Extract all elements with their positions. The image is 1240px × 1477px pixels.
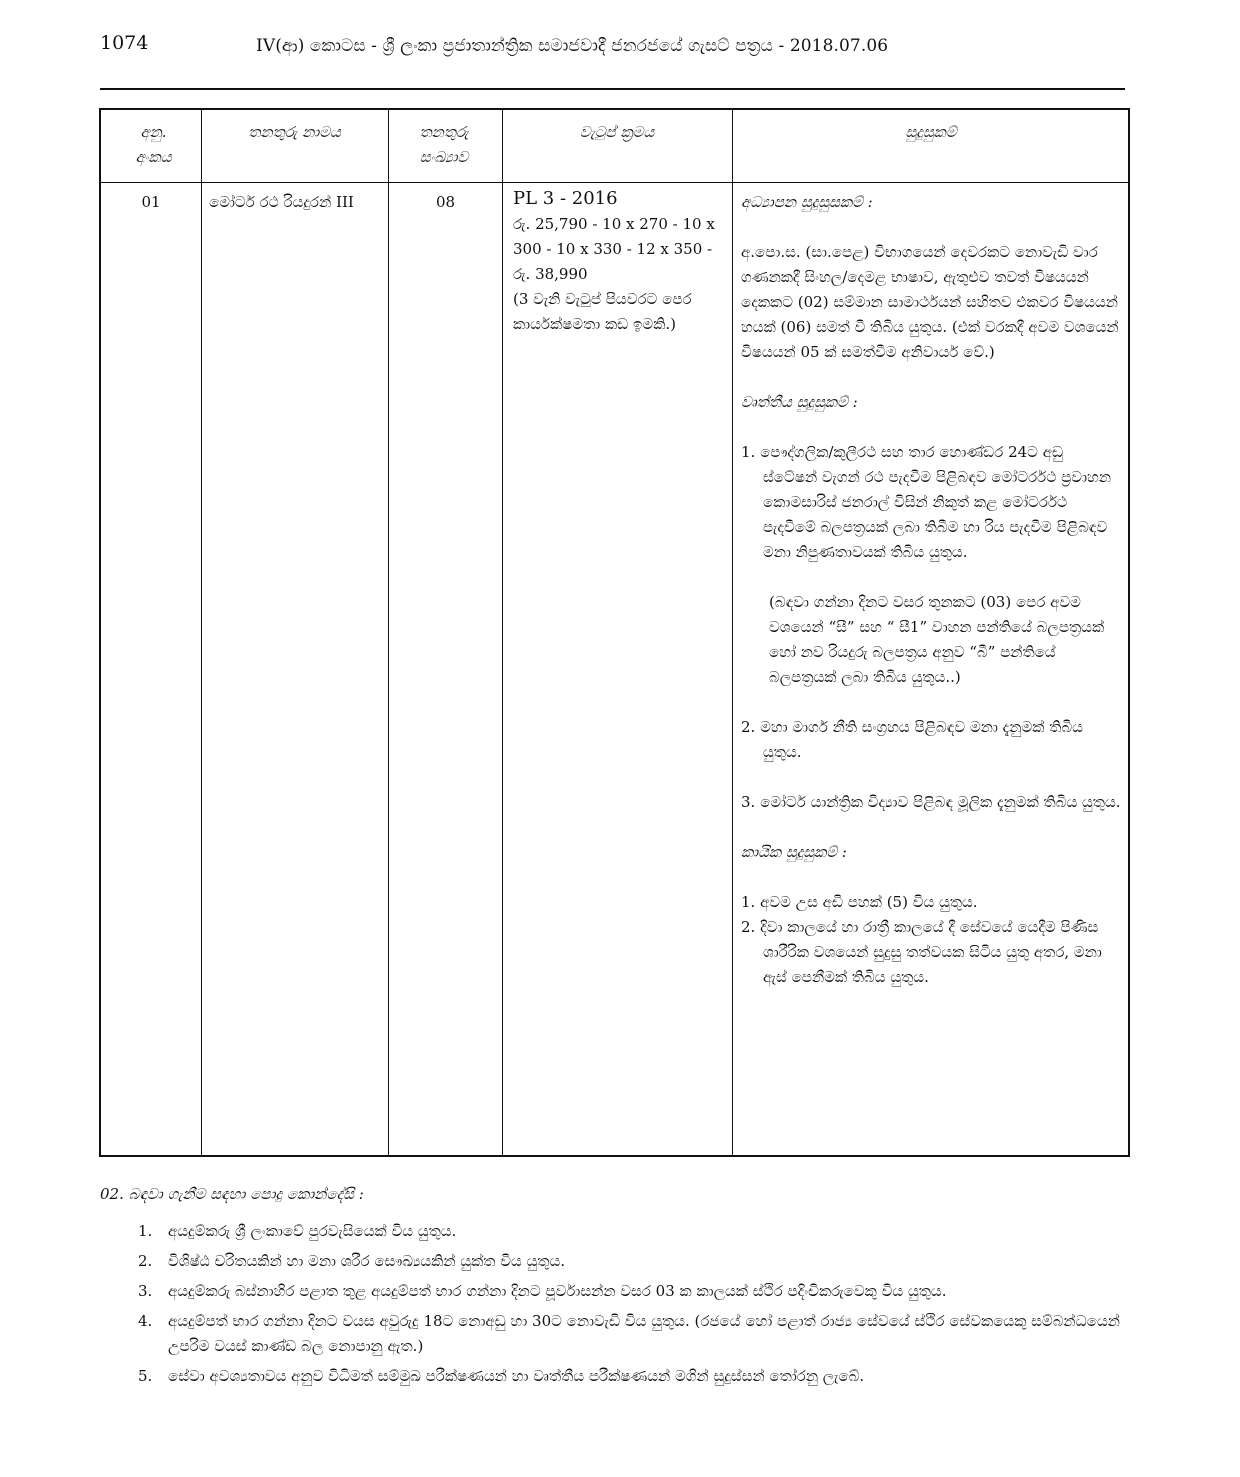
condition-number: 3.	[138, 1282, 153, 1300]
cell-post-count: 08	[435, 193, 456, 211]
education-text: අ.පො.ස. (සා.පෙළ) විභාගයෙන් දෙවරකට නොවැඩි වාර ගණනකදී සිංහල/දෙමළ භාෂාව, ඇතුළුව තවත් විෂයයන් දෙකකට (02) සම්මාන සාමාර්ථයන් සහිතව එකවර විෂයයන් හයක් (06) සමත් වී තිබිය යුතුය. (එක් වරකදී අවම වශයෙන් විෂයයන් 05 ක් සමත්වීම අනිවාර්ය වේ.)	[741, 243, 1119, 361]
condition-text: අයදුම්කරු ශ්‍රී ලංකාවේ පුරවැසියෙක් විය යුතුය.	[168, 1222, 457, 1240]
condition-item	[100, 1279, 1128, 1304]
condition-text: අයදුම්කරු බස්නාහිර පළාත තුළ අයදුම්පත් භාර ගන්නා දිනට පූර්වාසන්න වසර 03 ක කාලයක් ස්ථිර පදිංචිකරුවෙකු විය යුතුය.	[168, 1282, 947, 1300]
vacancy-table	[99, 108, 1130, 1157]
condition-item	[100, 1364, 1128, 1389]
header-qualifications: සුදුසුකම්	[905, 123, 957, 141]
header-divider	[101, 182, 1128, 183]
general-conditions	[100, 1182, 1128, 1394]
condition-number: 4.	[138, 1312, 153, 1330]
professional-item-2: 2. මහා මාර්ග නීති සංග්‍රහය පිළිබඳව මනා දැනුමක් තිබිය යුතුය.	[741, 718, 1083, 761]
header-post-name: තනතුරු නාමය	[248, 123, 341, 141]
professional-item-1-note: (බඳවා ගන්නා දිනට වසර තුනකට (03) පෙර අවම වශයෙන් “සී” සහ “ සී1” වාහන පන්තියේ බලපත්‍රයක් හෝ නව රියදුරු බලපත්‍රය අනුව “බී” පන්තියේ බලපත්‍රයක් ලබා තිබිය යුතුය..)	[769, 593, 1105, 686]
salary-code: PL 3 - 2016	[513, 188, 618, 209]
professional-item-1: 1. පෞද්ගලික/කුලීරථ සහ තාර හොණ්ඩර 24ට අඩු ස්ටේෂන් වැගන් රථ පැදවීම පිළිබඳව මෝටර්රථ ප්‍රවාහන කොමසාරිස් ජනරාල් විසින් නිකුත් කළ මෝටර්රථ පැදවීමේ බලපත්‍රයක් ලබා තිබීම හා රිය පැදවීම පිළිබඳව මනා නිපුණතාවයක් තිබිය යුතුය.	[741, 443, 1112, 561]
gazette-header: IV(ආ) කොටස - ශ්‍රී ලංකා ප්‍රජාතාන්ත්‍රික සමාජවාදී ජනරජයේ ගැසට් පත්‍රය - 2018.07.06	[256, 36, 889, 56]
condition-number: 1.	[138, 1222, 153, 1240]
condition-text: සේවා අවශ්‍යතාවය අනුව විධිමත් සම්මුඛ පරීක්ෂණයන් හා වෘත්තීය පරීක්ෂණයන් මගින් සුදුස්සන් තෝරනු ලැබේ.	[168, 1367, 865, 1385]
salary-scale: රු. 25,790 - 10 x 270 - 10 x 300 - 10 x 330 - 12 x 350 - රු. 38,990	[513, 215, 715, 283]
condition-item	[100, 1309, 1128, 1359]
condition-number: 2.	[138, 1252, 153, 1270]
page-number: 1074	[100, 32, 149, 54]
salary-note: (3 වැනි වැටුප් පියවරට පෙර කාර්යක්ෂමතා කඩ ඉමකි.)	[513, 290, 692, 333]
header-serial: අනු. අංකය	[135, 123, 172, 166]
physical-item-2: 2. දිවා කාලයේ හා රාත්‍රී කාලයේ දී සේවයේ යෙදීම පිණිස ශාරීරික වශයෙන් සුදුසු තත්වයක සිටිය යුතු අතර, මනා ඇස් පෙනීමක් තිබිය යුතුය.	[741, 918, 1102, 986]
cell-qualifications	[741, 190, 1121, 990]
condition-item	[100, 1249, 1128, 1274]
condition-item	[100, 1219, 1128, 1244]
condition-text: විශිෂ්ඨ චරිතයකින් හා මනා ශරීර සෞඛ්‍යයකින් යුක්ත විය යුතුය.	[168, 1252, 566, 1270]
professional-item-3: 3. මෝටර් යාන්ත්‍රික විද්‍යාව පිළිබඳ මූලික දැනුමක් තිබිය යුතුය.	[741, 793, 1121, 811]
header-salary: වැටුප් ක්‍රමය	[579, 123, 655, 141]
column-divider	[502, 110, 503, 1155]
cell-serial: 01	[141, 193, 161, 211]
column-divider	[388, 110, 389, 1155]
header-rule	[100, 88, 1125, 90]
physical-heading: කායික සුදුසුකම් :	[741, 843, 847, 861]
cell-salary	[513, 186, 728, 337]
condition-text: අයදුම්පත් භාර ගන්නා දිනට වයස අවුරුදු 18ට නොඅඩු හා 30ට නොවැඩි විය යුතුය. (රජයේ හෝ පළාත් රාජ්‍ය සේවයේ ස්ථිර සේවකයෙකු සම්බන්ධයෙන් උපරිම වයස් කාණ්ඩ බල නොපානු ඇත.)	[168, 1312, 1120, 1355]
header-post-count: තනතුරු සංඛ්‍යාව	[419, 123, 469, 166]
cell-post-name: මෝටර් රථ රියදුරන් III	[209, 193, 354, 211]
physical-item-1: 1. අවම උස අඩි පහක් (5) විය යුතුය.	[741, 893, 978, 911]
column-divider	[201, 110, 202, 1155]
education-heading: අධ්‍යාපන සුදුසුසකම් :	[741, 193, 873, 211]
condition-number: 5.	[138, 1367, 153, 1385]
column-divider	[732, 110, 733, 1155]
professional-heading: වෘත්තීය සුදුසුකම් :	[741, 393, 858, 411]
general-conditions-heading: 02. බඳවා ගැනීම සඳහා පොදු කොන්දේසි :	[100, 1185, 364, 1203]
